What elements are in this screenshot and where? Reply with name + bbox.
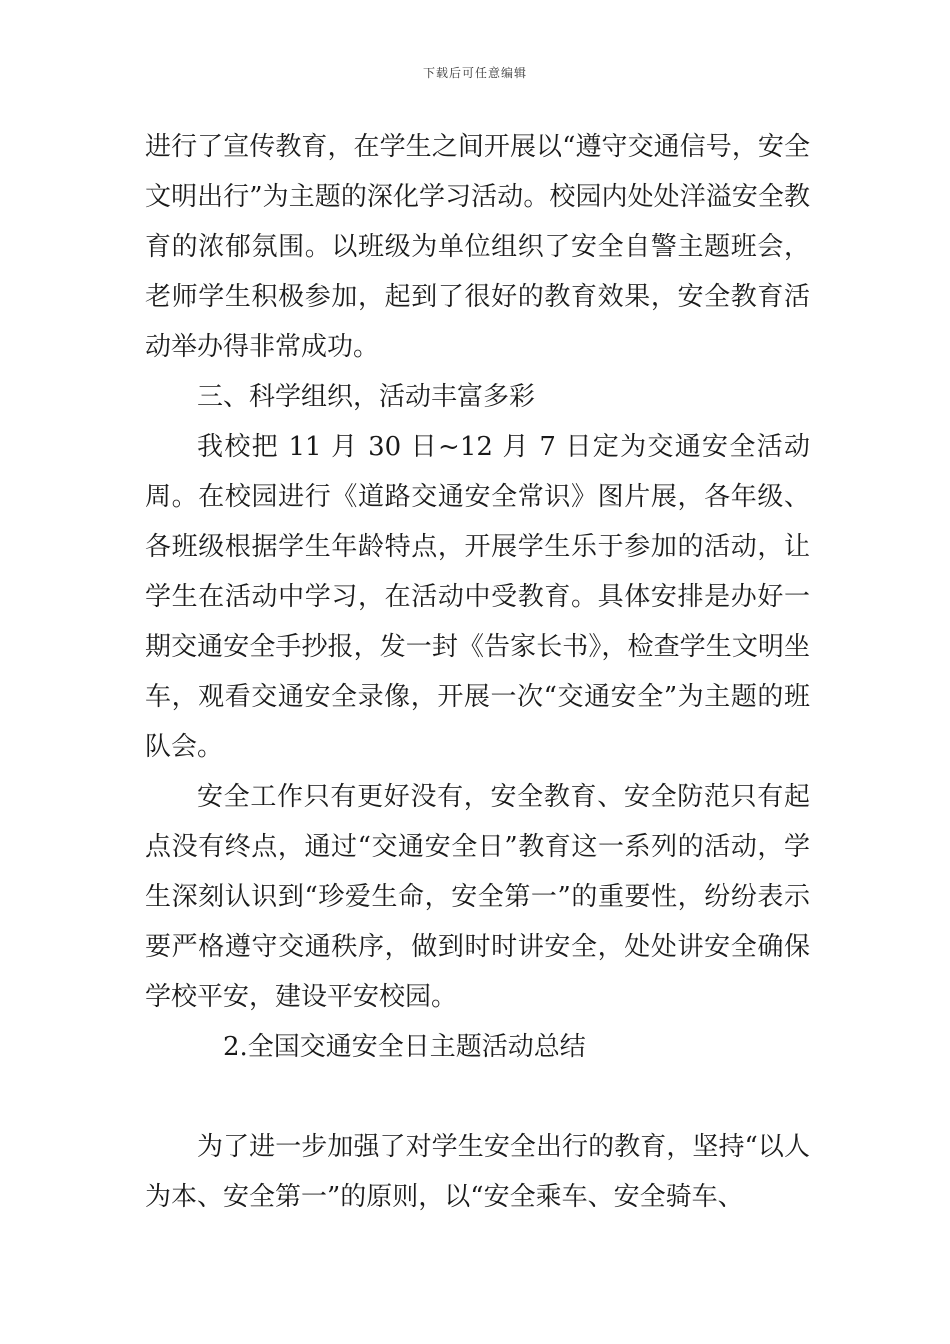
paragraph-continued: 进行了宣传教育，在学生之间开展以“遵守交通信号，安全文明出行”为主题的深化学习活动。校园内处处洋溢安全教育的浓郁氛围。以班级为单位组织了安全自警主题班会，老师学生积极参加，起到了很好的教育效果，安全教育活动举办得非常成功。 [145, 132, 810, 362]
page-header-note: 下载后可任意编辑 [422, 66, 527, 80]
document-body [145, 122, 810, 1222]
paragraph-summary: 安全工作只有更好没有，安全教育、安全防范只有起点没有终点，通过“交通安全日”教育这一系列的活动，学生深刻认识到“珍爱生命，安全第一”的重要性，纷纷表示要严格遵守交通秩序，做到时时讲安全，处处讲安全确保学校平安，建设平安校园。 [145, 782, 810, 1012]
paragraph-intro-2: 为了进一步加强了对学生安全出行的教育，坚持“以人为本、安全第一”的原则，以“安全乘车、安全骑车、 [145, 1132, 810, 1212]
paragraph-activity-week: 我校把 11 月 30 日~12 月 7 日定为交通安全活动周。在校园进行《道路交通安全常识》图片展，各年级、各班级根据学生年龄特点，开展学生乐于参加的活动，让学生在活动中学习，在活动中受教育。具体安排是办好一期交通安全手抄报，发一封《告家长书》，检查学生文明坐车，观看交通安全录像，开展一次“交通安全”为主题的班队会。 [145, 432, 810, 762]
blank-line [145, 1072, 810, 1122]
section-title-2: 2.全国交通安全日主题活动总结 [223, 1032, 586, 1062]
section-heading-3: 三、科学组织，活动丰富多彩 [197, 382, 536, 412]
